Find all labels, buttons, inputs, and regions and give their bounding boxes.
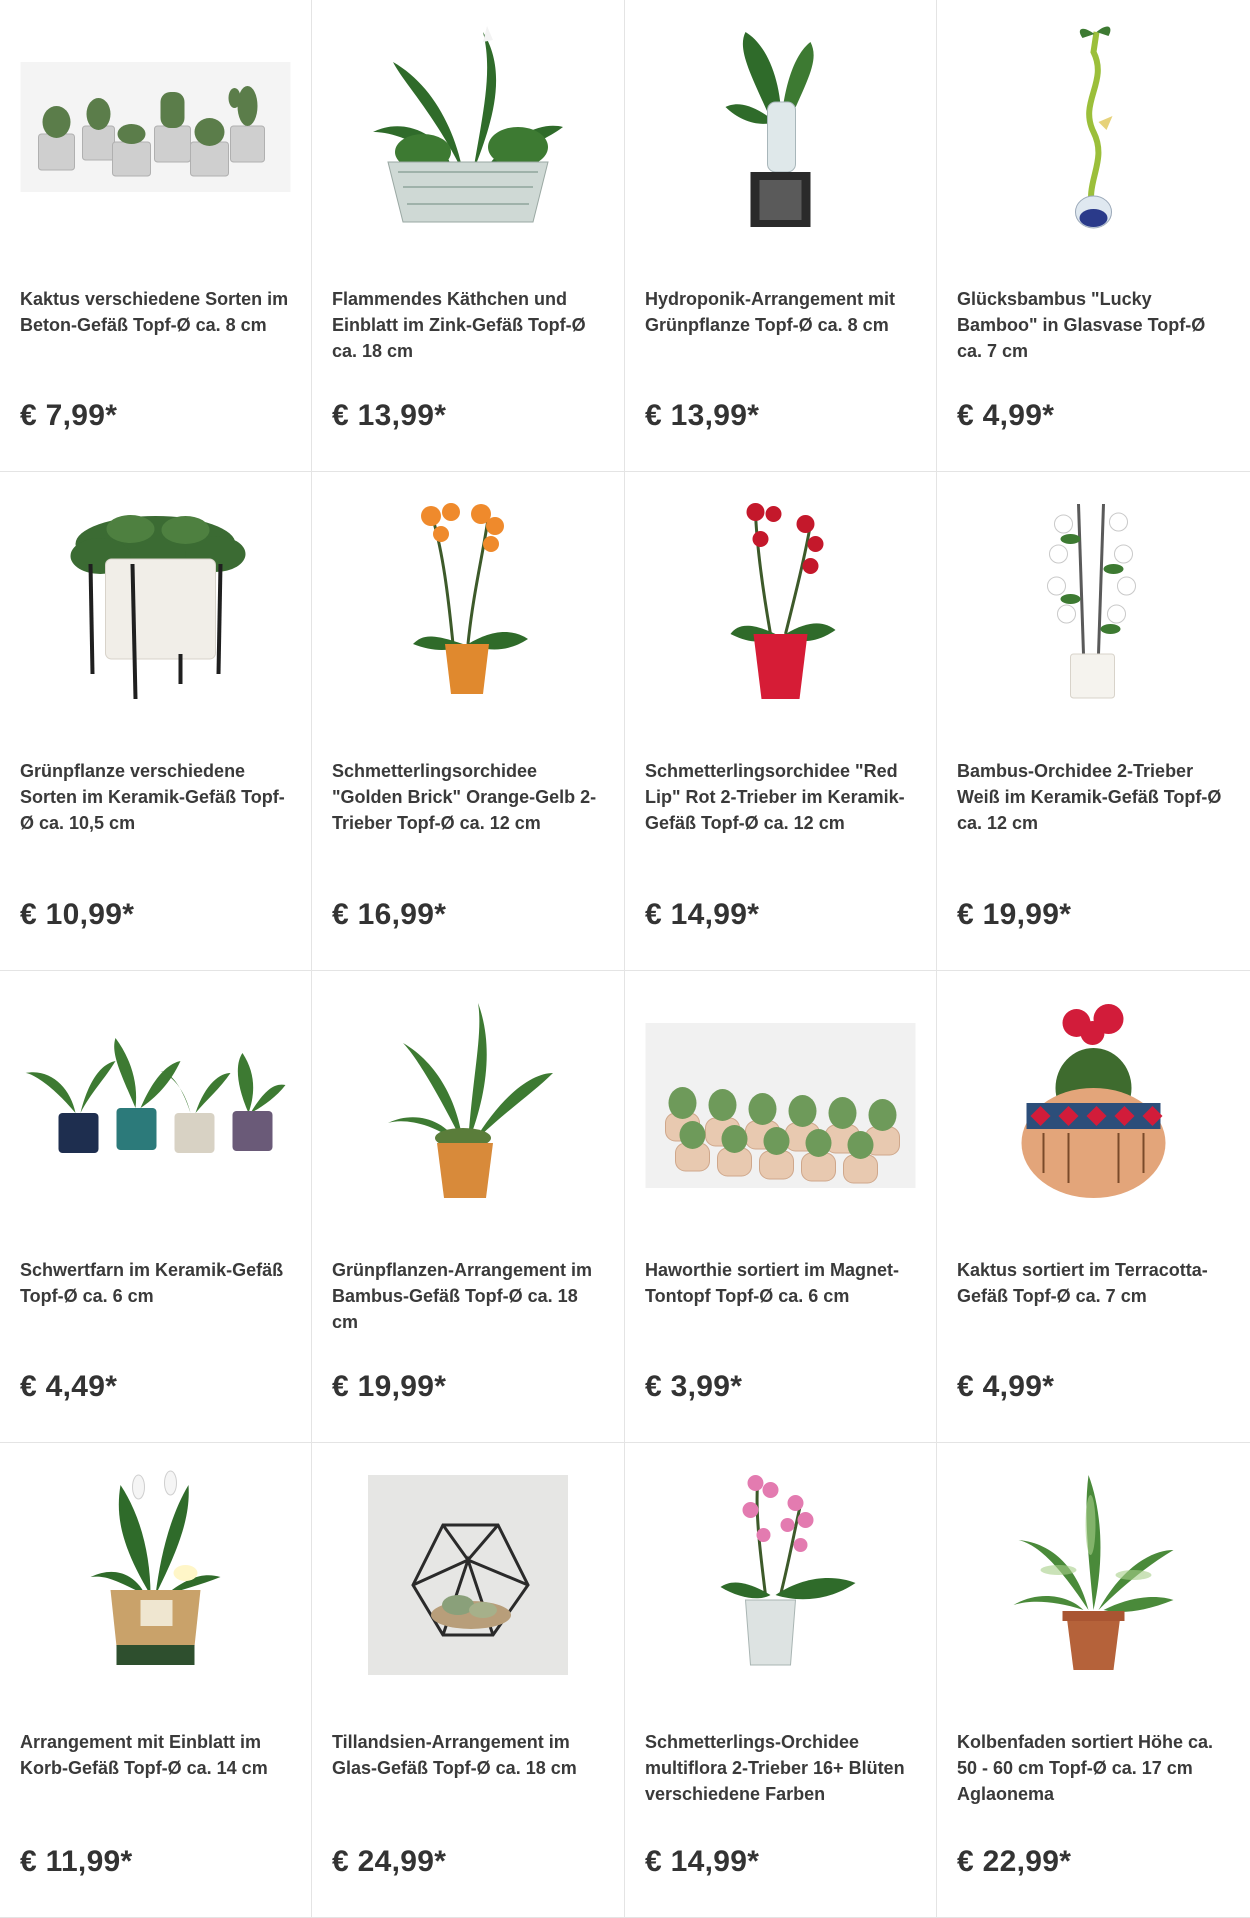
product-title[interactable]: Tillandsien-Arrangement im Glas-Gefäß Topf-Ø ca. 18 cm — [332, 1732, 577, 1778]
product-card[interactable] — [312, 0, 625, 472]
product-price: € 14,99* — [645, 898, 760, 931]
product-price: € 4,99* — [957, 399, 1055, 432]
product-title[interactable]: Kaktus sortiert im Terracotta-Gefäß Topf-Ø ca. 7 cm — [957, 1260, 1208, 1306]
product-price: € 14,99* — [645, 1845, 760, 1878]
product-card[interactable] — [625, 971, 937, 1443]
product-price: € 19,99* — [332, 1370, 447, 1403]
pink-orchid-icon[interactable] — [645, 1465, 916, 1675]
product-price: € 19,99* — [957, 898, 1072, 931]
product-title[interactable]: Arrangement mit Einblatt im Korb-Gefäß Topf-Ø ca. 14 cm — [20, 1732, 268, 1778]
lucky-bamboo-icon[interactable] — [957, 22, 1230, 232]
product-title[interactable]: Haworthie sortiert im Magnet-Tontopf Topf-Ø ca. 6 cm — [645, 1260, 900, 1306]
fern-set-icon[interactable] — [20, 993, 291, 1203]
white-orchid-icon[interactable] — [957, 494, 1230, 704]
product-card[interactable] — [0, 472, 312, 971]
product-price: € 22,99* — [957, 1845, 1072, 1878]
product-card[interactable] — [312, 971, 625, 1443]
product-title[interactable]: Schwertfarn im Keramik-Gefäß Topf-Ø ca. 6 cm — [20, 1260, 284, 1306]
product-title[interactable]: Schmetterlings-Orchidee multiflora 2-Trieber 16+ Blüten verschiedene Farben — [645, 1732, 905, 1804]
product-price: € 4,49* — [20, 1370, 118, 1403]
orange-orchid-icon[interactable] — [332, 494, 604, 704]
product-price: € 13,99* — [332, 399, 447, 432]
product-price: € 24,99* — [332, 1845, 447, 1878]
product-card[interactable] — [937, 1443, 1250, 1918]
plant-stand-icon[interactable] — [20, 494, 291, 704]
product-card[interactable] — [937, 971, 1250, 1443]
hydroponic-plant-icon[interactable] — [645, 22, 916, 232]
glass-terrarium-icon[interactable] — [332, 1465, 604, 1675]
product-price: € 11,99* — [20, 1845, 133, 1878]
product-price: € 3,99* — [645, 1370, 743, 1403]
product-title[interactable]: Kaktus verschiedene Sorten im Beton-Gefäß Topf-Ø ca. 8 cm — [20, 289, 289, 335]
product-title[interactable]: Hydroponik-Arrangement mit Grünpflanze Topf-Ø ca. 8 cm — [645, 289, 896, 335]
product-card[interactable] — [0, 1443, 312, 1918]
product-title[interactable]: Glücksbambus "Lucky Bamboo" in Glasvase Topf-Ø ca. 7 cm — [957, 289, 1206, 361]
bamboo-pot-plant-icon[interactable] — [332, 993, 604, 1203]
product-price: € 7,99* — [20, 399, 118, 432]
product-card[interactable] — [0, 0, 312, 472]
red-orchid-icon[interactable] — [645, 494, 916, 704]
flowering-cactus-icon[interactable] — [957, 993, 1230, 1203]
product-price: € 10,99* — [20, 898, 135, 931]
product-title[interactable]: Flammendes Käthchen und Einblatt im Zink-Gefäß Topf-Ø ca. 18 cm — [332, 289, 586, 361]
product-card[interactable] — [312, 1443, 625, 1918]
product-title[interactable]: Schmetterlingsorchidee "Golden Brick" Orange-Gelb 2-Trieber Topf-Ø ca. 12 cm — [332, 761, 597, 833]
zinc-basket-plant-icon[interactable] — [332, 22, 604, 232]
product-title[interactable]: Schmetterlingsorchidee "Red Lip" Rot 2-Trieber im Keramik-Gefäß Topf-Ø ca. 12 cm — [645, 761, 905, 833]
product-title[interactable]: Bambus-Orchidee 2-Trieber Weiß im Keramik-Gefäß Topf-Ø ca. 12 cm — [957, 761, 1222, 833]
product-card[interactable] — [625, 472, 937, 971]
product-price: € 16,99* — [332, 898, 447, 931]
product-price: € 13,99* — [645, 399, 760, 432]
product-card[interactable] — [937, 0, 1250, 472]
product-price: € 4,99* — [957, 1370, 1055, 1403]
product-title[interactable]: Grünpflanze verschiedene Sorten im Keramik-Gefäß Topf-Ø ca. 10,5 cm — [20, 761, 285, 833]
product-card[interactable] — [937, 472, 1250, 971]
cactus-set-icon[interactable] — [20, 22, 291, 232]
product-title[interactable]: Grünpflanzen-Arrangement im Bambus-Gefäß Topf-Ø ca. 18 cm — [332, 1260, 593, 1332]
haworthia-tray-icon[interactable] — [645, 993, 916, 1203]
product-card[interactable] — [0, 971, 312, 1443]
product-card[interactable] — [625, 0, 937, 472]
product-title[interactable]: Kolbenfaden sortiert Höhe ca. 50 - 60 cm Topf-Ø ca. 17 cm Aglaonema — [957, 1732, 1214, 1804]
basket-peace-lily-icon[interactable] — [20, 1465, 291, 1675]
product-card[interactable] — [625, 1443, 937, 1918]
product-card[interactable] — [312, 472, 625, 971]
aglaonema-icon[interactable] — [957, 1465, 1230, 1675]
